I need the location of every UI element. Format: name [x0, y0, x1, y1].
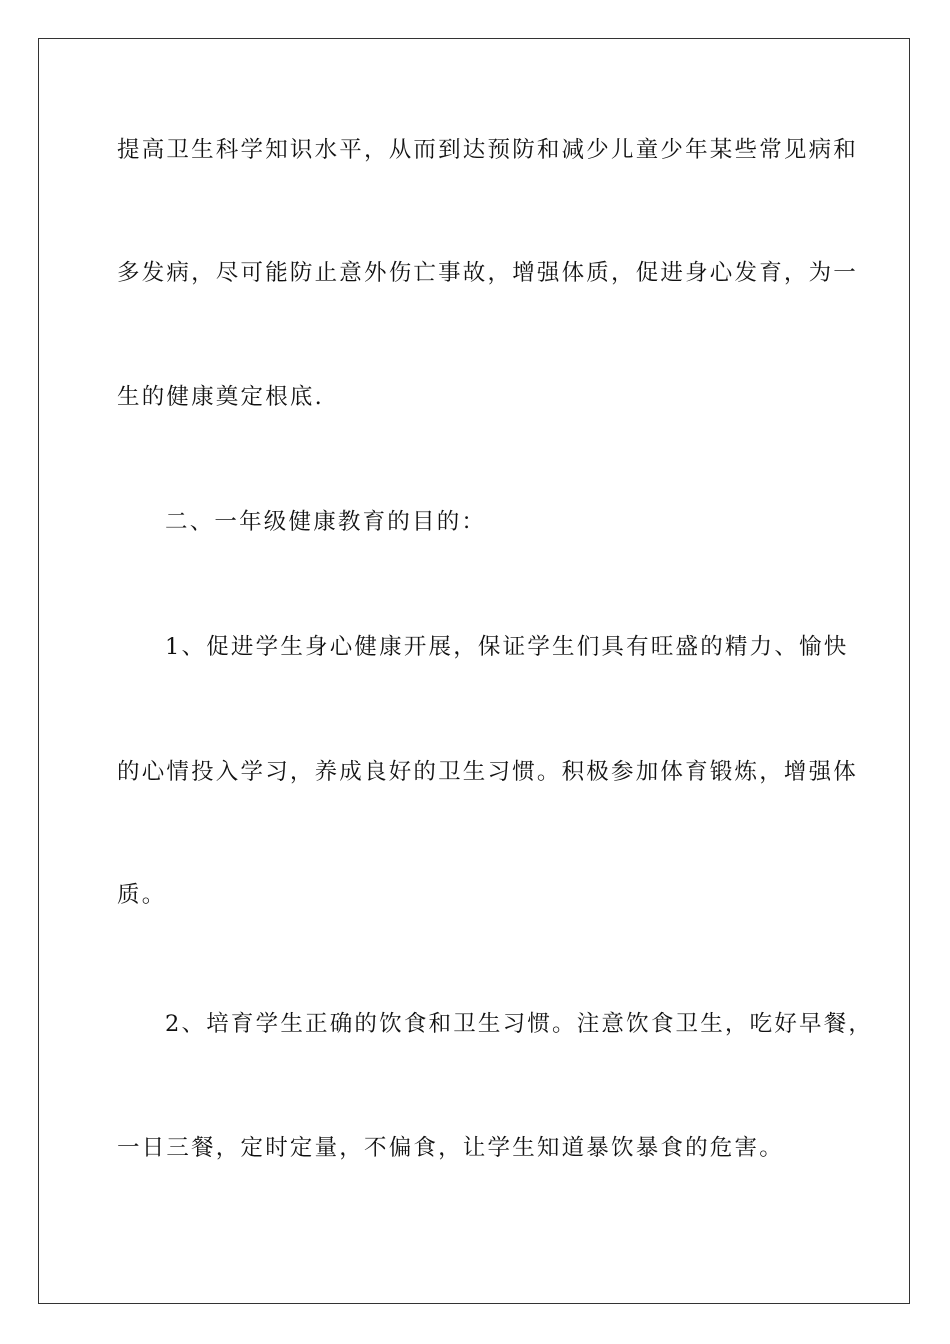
text-line-3: 生的健康奠定根底. [117, 384, 324, 410]
text-line-5: 1、促进学生身心健康开展，保证学生们具有旺盛的精力、愉快 [165, 634, 849, 660]
text-line-6: 的心情投入学习，养成良好的卫生习惯。积极参加体育锻炼，增强体 [117, 759, 859, 785]
page-border [38, 38, 910, 1304]
text-line-2: 多发病，尽可能防止意外伤亡事故，增强体质，促进身心发育，为一 [117, 260, 859, 286]
text-line-9: 一日三餐，定时定量，不偏食，让学生知道暴饮暴食的危害。 [117, 1135, 784, 1161]
text-line-7: 质。 [117, 882, 167, 908]
section-heading: 二、一年级健康教育的目的： [165, 509, 487, 535]
text-line-1: 提高卫生科学知识水平，从而到达预防和减少儿童少年某些常见病和 [117, 137, 859, 163]
text-line-8: 2、培育学生正确的饮食和卫生习惯。注意饮食卫生，吃好早餐， [165, 1011, 874, 1037]
